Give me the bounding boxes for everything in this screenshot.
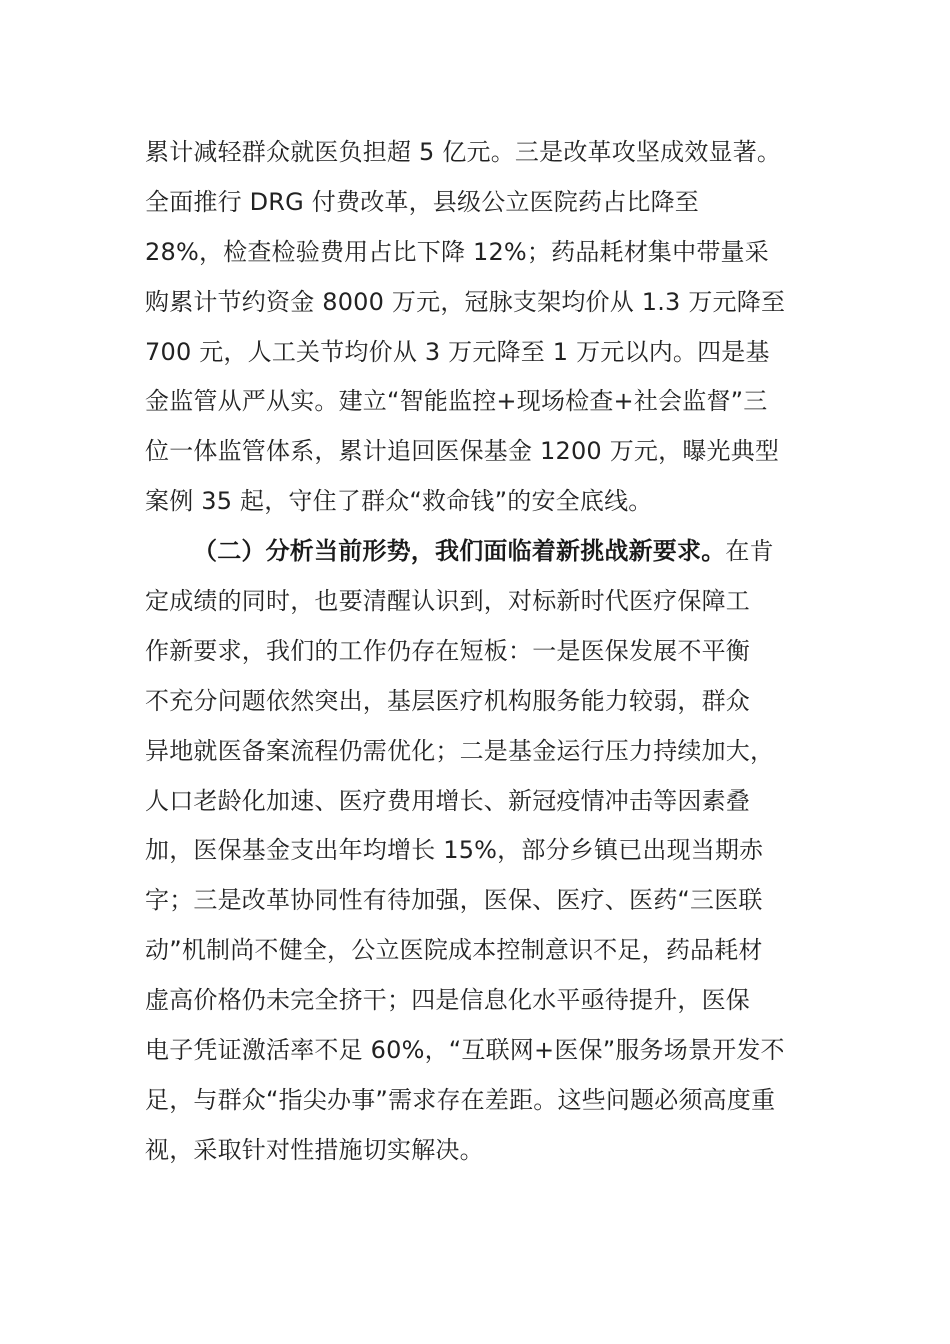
text-line-4: 购累计节约资金 8000 万元，冠脉支架均价从 1.3 万元降至: [145, 287, 786, 316]
section-line-10: 电子凭证激活率不足 60%，“互联网+医保”服务场景开发不: [145, 1036, 785, 1065]
section-line-4: 异地就医备案流程仍需优化；二是基金运行压力持续加大，: [145, 736, 775, 765]
section-line-12: 视，采取针对性措施切实解决。: [145, 1135, 484, 1164]
text-line-5: 700 元，人工关节均价从 3 万元降至 1 万元以内。四是基: [145, 337, 770, 366]
section-line-5: 人口老龄化加速、医疗费用增长、新冠疫情冲击等因素叠: [145, 786, 750, 815]
section-heading: （二）分析当前形势，我们面临着新挑战新要求。: [193, 537, 726, 566]
text-line-7: 位一体监管体系，累计追回医保基金 1200 万元，曝光典型: [145, 437, 780, 466]
document-body: [145, 128, 815, 1176]
section-line-3: 不充分问题依然突出，基层医疗机构服务能力较弱，群众: [145, 686, 750, 715]
text-line-6: 金监管从严从实。建立“智能监控+现场检查+社会监督”三: [145, 387, 768, 416]
section-line-2: 作新要求，我们的工作仍存在短板：一是医保发展不平衡: [145, 636, 750, 665]
section-line-8: 动”机制尚不健全，公立医院成本控制意识不足，药品耗材: [145, 936, 763, 965]
section-line-9: 虚高价格仍未完全挤干；四是信息化水平亟待提升，医保: [145, 986, 750, 1015]
section-line-1: 定成绩的同时，也要清醒认识到，对标新时代医疗保障工: [145, 587, 750, 616]
section-line-6: 加，医保基金支出年均增长 15%，部分乡镇已出现当期赤: [145, 836, 764, 865]
text-line-2: 全面推行 DRG 付费改革，县级公立医院药占比降至: [145, 187, 700, 216]
section-first-line-tail: 在肯: [725, 537, 774, 566]
section-line-11: 足，与群众“指尖办事”需求存在差距。这些问题必须高度重: [145, 1085, 776, 1114]
section-line-7: 字；三是改革协同性有待加强，医保、医疗、医药“三医联: [145, 886, 763, 915]
text-line-3: 28%，检查检验费用占比下降 12%；药品耗材集中带量采: [145, 237, 769, 266]
section-first-line: [145, 527, 815, 577]
text-line-8: 案例 35 起，守住了群众“救命钱”的安全底线。: [145, 487, 653, 516]
text-line-1: 累计减轻群众就医负担超 5 亿元。三是改革攻坚成效显著。: [145, 138, 782, 166]
